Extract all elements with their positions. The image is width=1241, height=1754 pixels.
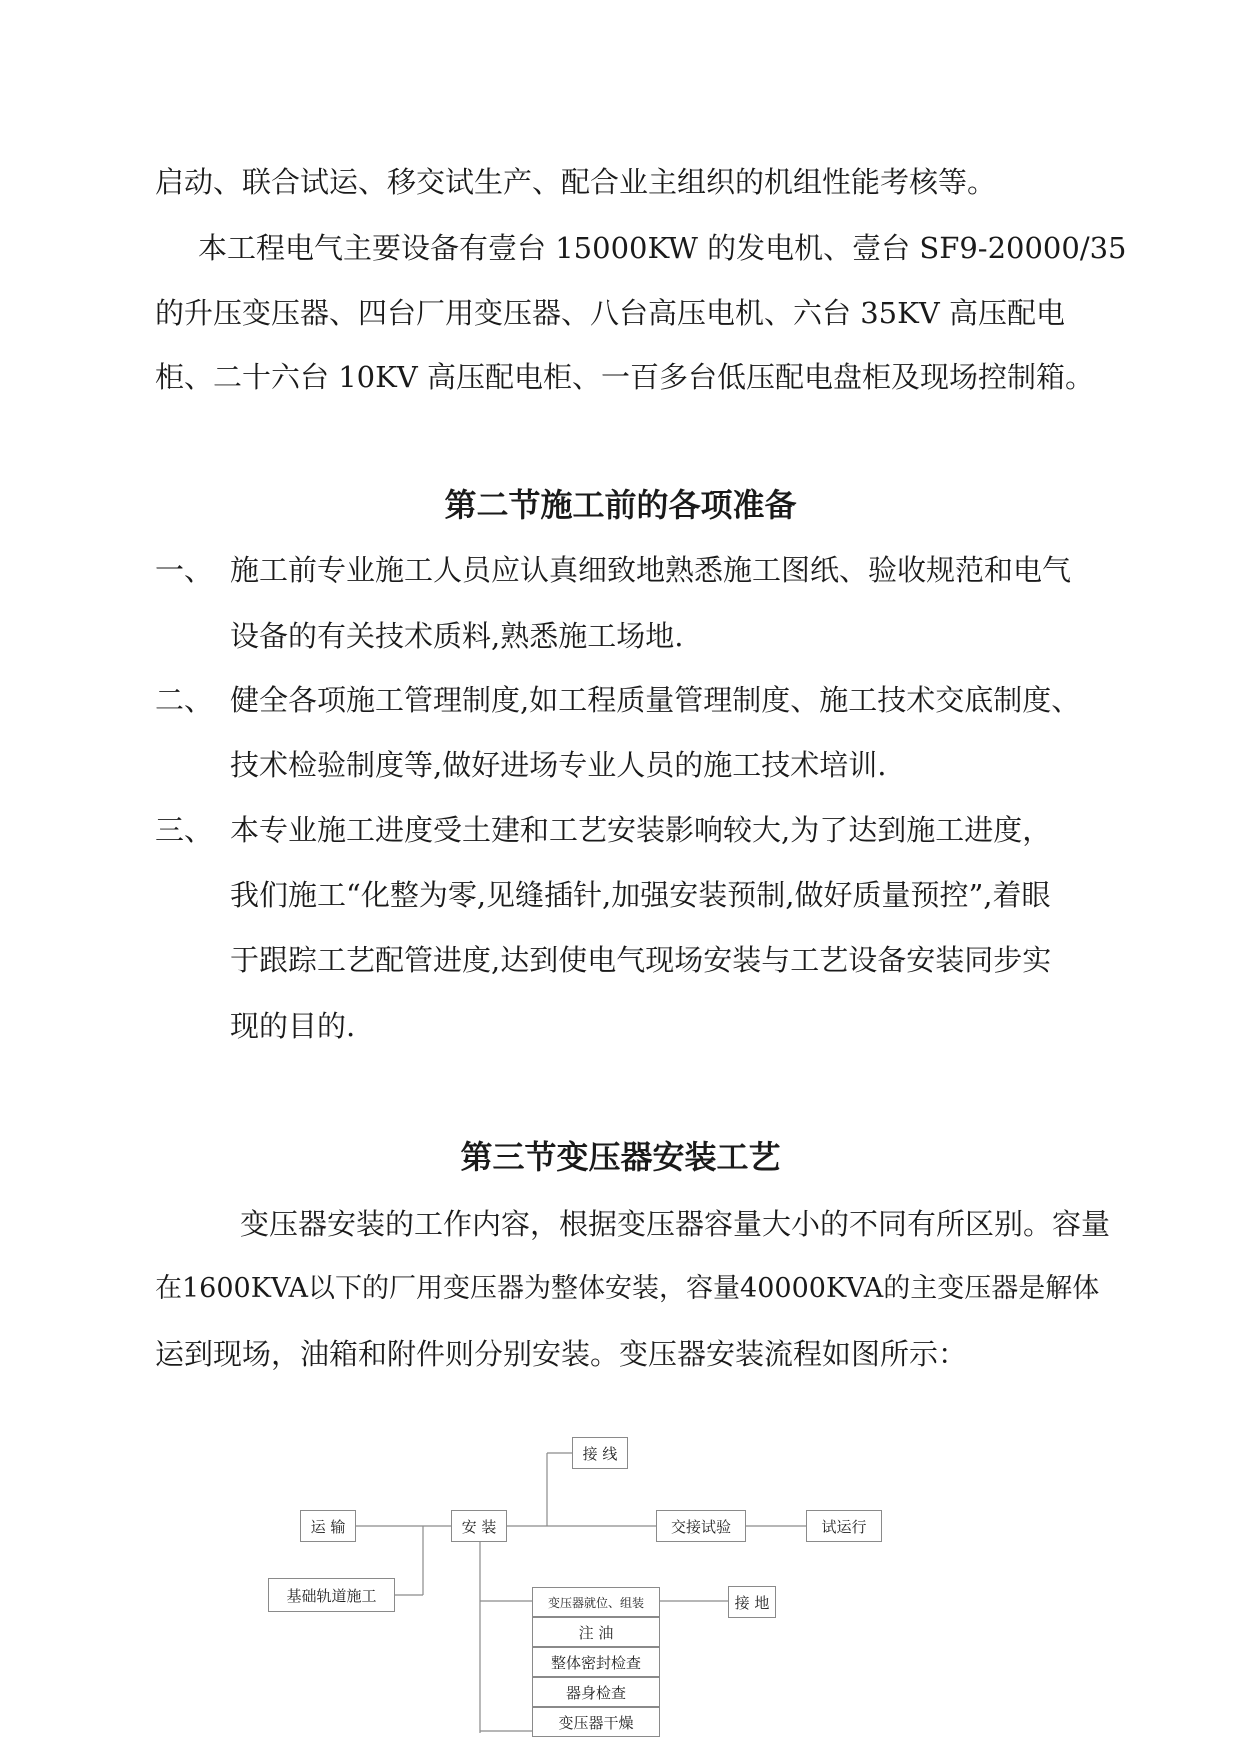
paragraph-line: 本工程电气主要设备有壹台 15000KW 的发电机、壹台 SF9-20000/35	[198, 231, 1127, 265]
list-item-line: 设备的有关技术质料,熟悉施工场地.	[230, 619, 684, 653]
section-heading: 第三节变压器安装工艺	[460, 1138, 781, 1176]
flow-step-install: 安 装	[451, 1510, 507, 1542]
list-item-line: 我们施工“化整为零,见缝插针,加强安装预制,做好质量预控”,着眼	[230, 878, 1051, 912]
flow-step-grounding: 接 地	[728, 1586, 776, 1618]
paragraph-line: 运到现场，油箱和附件则分别安装。变压器安装流程如图所示：	[155, 1337, 968, 1371]
flow-step-transport: 运 输	[300, 1510, 356, 1542]
flow-step-positioning: 变压器就位、组装	[532, 1587, 660, 1617]
list-item-line: 施工前专业施工人员应认真细致地熟悉施工图纸、验收规范和电气	[230, 553, 1072, 587]
list-item-line: 现的目的.	[230, 1009, 356, 1043]
paragraph-line: 在1600KVA以下的厂用变压器为整体安装，容量40000KVA的主变压器是解体	[155, 1273, 1100, 1304]
flow-step-foundation: 基础轨道施工	[268, 1578, 395, 1612]
flow-step-drying: 变压器干燥	[532, 1707, 660, 1737]
list-number: 二、	[155, 683, 214, 717]
list-item-line: 于跟踪工艺配管进度,达到使电气现场安装与工艺设备安装同步实	[230, 943, 1052, 977]
flow-step-oil-fill: 注 油	[532, 1617, 660, 1647]
flow-step-trial-run: 试运行	[806, 1510, 882, 1542]
paragraph-line: 柜、二十六台 10KV 高压配电柜、一百多台低压配电盘柜及现场控制箱。	[155, 360, 1094, 394]
list-item-line: 本专业施工进度受土建和工艺安装影响较大,为了达到施工进度，	[230, 813, 1052, 847]
list-number: 三、	[155, 813, 214, 847]
paragraph-line: 启动、联合试运、移交试生产、配合业主组织的机组性能考核等。	[155, 165, 997, 199]
section-heading: 第二节施工前的各项准备	[444, 486, 797, 524]
paragraph-line: 变压器安装的工作内容，根据变压器容量大小的不同有所区别。容量	[240, 1207, 1111, 1241]
flow-step-seal-check: 整体密封检查	[532, 1647, 660, 1677]
flow-step-wiring: 接 线	[572, 1437, 628, 1469]
list-number: 一、	[155, 553, 214, 587]
paragraph-line: 的升压变压器、四台厂用变压器、八台高压电机、六台 35KV 高压配电	[155, 296, 1065, 330]
flow-step-body-check: 器身检查	[532, 1677, 660, 1707]
flow-step-handover-test: 交接试验	[656, 1510, 746, 1542]
list-item-line: 健全各项施工管理制度,如工程质量管理制度、施工技术交底制度、	[230, 683, 1081, 717]
list-item-line: 技术检验制度等,做好进场专业人员的施工技术培训.	[230, 748, 887, 782]
